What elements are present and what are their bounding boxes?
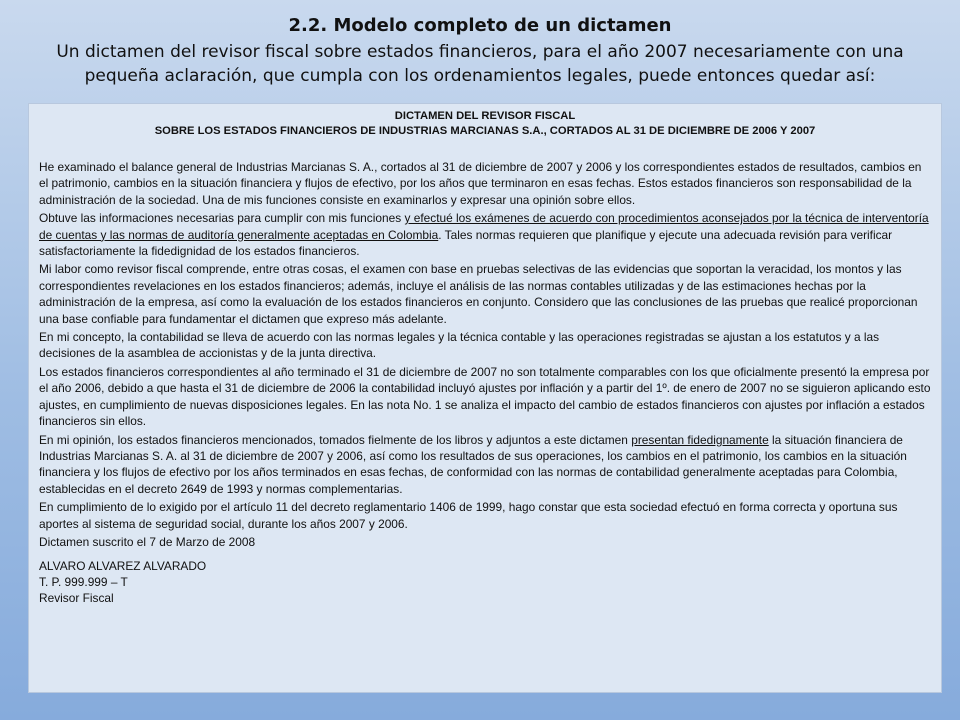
slide-title: 2.2. Modelo completo de un dictamen <box>288 15 672 36</box>
document-heading <box>39 109 931 139</box>
paragraph-7: En cumplimiento de lo exigido por el artículo 11 del decreto reglamentario 1406 de 1999, hago constar que esta sociedad efectuó en forma correcta y oportuna sus aportes al sistema de seguridad social, durante los años 2007 y 2006. <box>39 500 898 531</box>
paragraph-8: Dictamen suscrito el 7 de Marzo de 2008 <box>39 534 256 549</box>
paragraph-3: Mi labor como revisor fiscal comprende, entre otras cosas, el examen con base en pruebas selectivas de las evidencias que soportan la veracidad, los montos y las correspondientes revelaciones en los estados financieros; además, incluye el análisis de las normas contables utilizadas y de las estimaciones hechas por la administración de la empresa, así como la evaluación de los estados financieros en conjunto. Considero que las conclusiones de las pruebas que realicé proporcionan una base confiable para fundamentar el dictamen que expreso más adelante. <box>39 262 918 326</box>
signature-block <box>39 558 931 606</box>
signature-role: Revisor Fiscal <box>39 591 114 606</box>
signature-name: ALVARO ALVAREZ ALVARADO <box>39 559 207 574</box>
paragraph-2-start: Obtuve las informaciones necesarias para cumplir con mis funciones <box>39 211 405 226</box>
document-heading-subtitle: SOBRE LOS ESTADOS FINANCIEROS DE INDUSTRIAS MARCIANAS S.A., CORTADOS AL 31 DE DICIEMBRE DE 2006 Y 2007 <box>154 125 816 137</box>
paragraph-6-start: En mi opinión, los estados financieros mencionados, tomados fielmente de los libros y adjuntos a este dictamen <box>39 432 632 447</box>
paragraph-6-end: la situación financiera de Industrias Marcianas S. A. al 31 de diciembre de 2007 y 2006, así como los resultados de sus operaciones, los cambios en el patrimonio, los cambios en la situación financiera y los flujos de efectivo por los años terminados en esas fechas, de conformidad con las normas de contabilidad generalmente aceptadas para Colombia, establecidas en el decreto 2649 de 1993 y normas complementarias. <box>39 432 907 496</box>
document-body <box>39 159 931 550</box>
signature-tp: T. P. 999.999 – T <box>39 575 128 590</box>
paragraph-4: En mi concepto, la contabilidad se lleva de acuerdo con las normas legales y la técnica contable y las operaciones registradas se ajustan a los estatutos y a las decisiones de la asamblea de accionistas y de la junta directiva. <box>39 330 880 361</box>
slide-header <box>0 14 960 88</box>
paragraph-2 <box>39 210 931 259</box>
slide-intro: Un dictamen del revisor fiscal sobre estados financieros, para el año 2007 necesariamente con una pequeña aclaración, que cumpla con los ordenamientos legales, puede entonces quedar así: <box>56 42 904 86</box>
document-heading-title: DICTAMEN DEL REVISOR FISCAL <box>394 110 576 122</box>
paragraph-2-end: . Tales normas requieren que planifique y ejecute una adecuada revisión para verificar satisfactoriamente la fidedignidad de los estados financieros. <box>39 227 893 259</box>
document-box <box>28 103 942 693</box>
paragraph-1: He examinado el balance general de Industrias Marcianas S. A., cortados al 31 de diciembre de 2007 y 2006 y los correspondientes estados de resultados, cambios en el patrimonio, cambios en la situación financiera y flujos de efectivo, por los años que terminaron en esas fechas. Estos estados financieros son responsabilidad de la administración de la sociedad. Una de mis funciones consiste en examinarlos y expresar una opinión sobre ellos. <box>39 160 922 207</box>
paragraph-6 <box>39 432 931 498</box>
paragraph-2-underlined: y efectué los exámenes de acuerdo con procedimientos aconsejados por la técnica de interventoría de cuentas y las normas de auditoría generalmente aceptadas en Colombia <box>39 211 929 242</box>
paragraph-5: Los estados financieros correspondientes al año terminado el 31 de diciembre de 2007 no son totalmente comparables con los que oficialmente presentó la empresa por el año 2006, debido a que hasta el 31 de diciembre de 2006 la contabilidad incluyó ajustes por inflación y a partir del 1º. de enero de 2007 no se siguieron aplicando esto ajustes, en cumplimiento de nuevas disposiciones legales. En las nota No. 1 se analiza el impacto del cambio de estados financieros con ajustes por inflación a estados financieros sin ellos. <box>39 364 931 429</box>
paragraph-6-underlined: presentan fidedignamente <box>631 432 769 447</box>
